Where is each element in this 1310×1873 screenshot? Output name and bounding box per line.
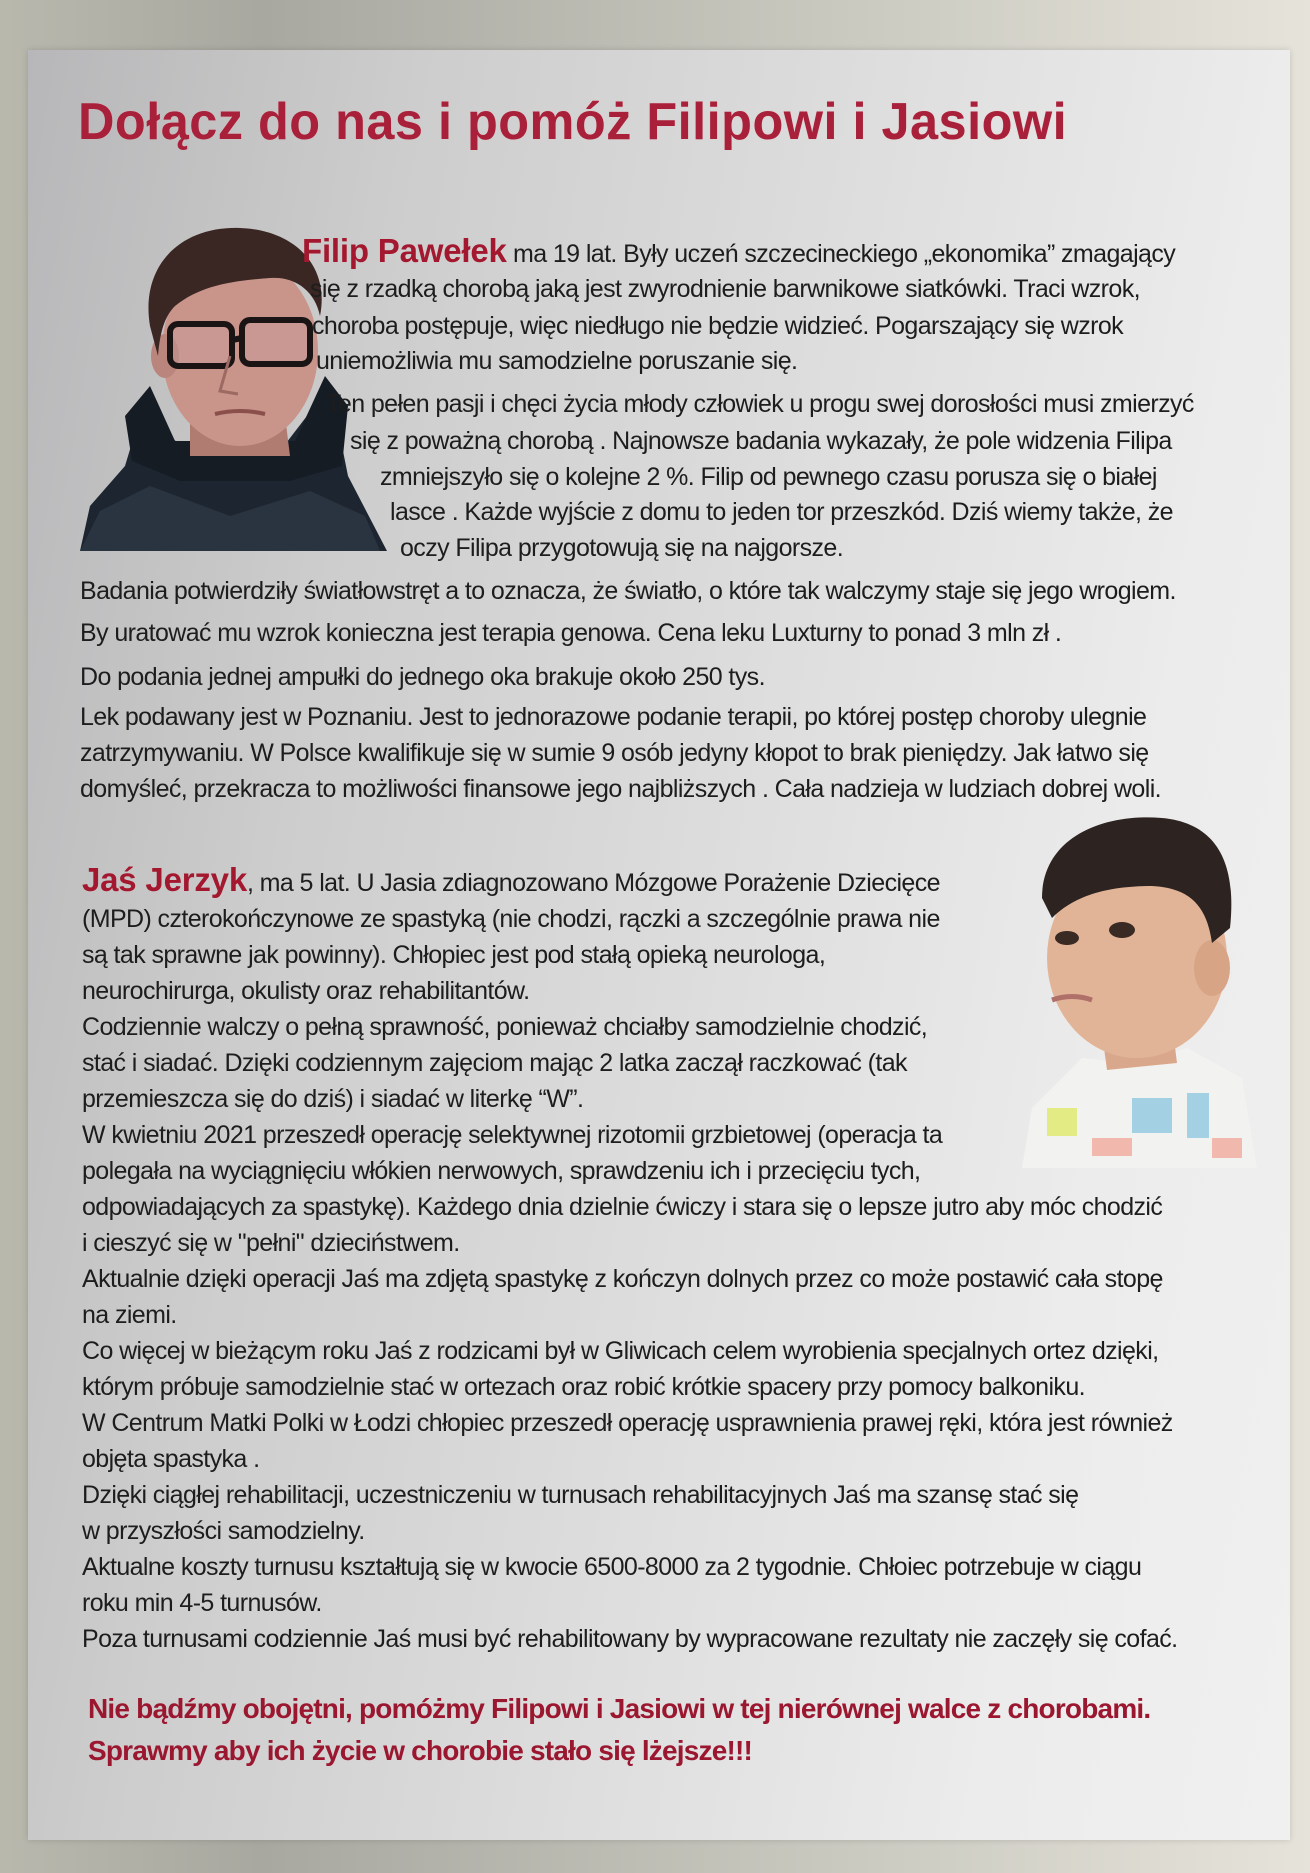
- filip-paragraph-6: [80, 699, 1161, 807]
- text-line: Co więcej w bieżącym roku Jaś z rodzicami był w Gliwicach celem wyrobienia specjalnych ortez dzięki,: [82, 1337, 1159, 1365]
- text-line: roku min 4-5 turnusów.: [82, 1589, 322, 1617]
- text-line: Badania potwierdziły światłowstręt a to oznacza, że światło, o które tak walczymy staje się jego wrogiem.: [80, 577, 1176, 605]
- cta-line-1: Nie bądźmy obojętni, pomóżmy Filipowi i Jasiowi w tej nierównej walce z chorobami.: [88, 1693, 1151, 1724]
- filip-paragraph-2: [350, 422, 1172, 460]
- filip-intro-cont: [316, 342, 1248, 380]
- jas-photo: [1012, 808, 1260, 1168]
- filip-intro-cont: [312, 307, 1248, 345]
- text-line: Aktualnie dzięki operacji Jaś ma zdjętą spastykę z kończyn dolnych przez co może postawić cała stopę: [82, 1265, 1163, 1293]
- text-line: Codziennie walczy o pełną sprawność, ponieważ chciałby samodzielnie chodzić,: [82, 1013, 928, 1041]
- text-line: na ziemi.: [82, 1301, 177, 1329]
- text-line: W kwietniu 2021 przeszedł operację selektywnej rizotomii grzbietowej (operacja ta: [82, 1121, 943, 1149]
- text-line: Dzięki ciągłej rehabilitacji, uczestniczeniu w turnusach rehabilitacyjnych Jaś ma szansę stać się: [82, 1481, 1079, 1509]
- filip-paragraph-3: [80, 572, 1176, 610]
- filip-paragraph-2: [400, 529, 843, 567]
- text-line: neurochirurga, okulisty oraz rehabilitantów.: [82, 977, 530, 1005]
- filip-intro: [302, 232, 1248, 273]
- text-line: zmniejszyło się o kolejne 2 %. Filip od pewnego czasu porusza się o białej: [380, 463, 1157, 491]
- text-line: , ma 5 lat. U Jasia zdiagnozowano Mózgowe Porażenie Dziecięce: [246, 869, 940, 897]
- text-line: się z rzadką chorobą jaką jest zwyrodnienie barwnikowe siatkówki. Traci wzrok,: [310, 275, 1140, 303]
- text-line: domyśleć, przekracza to możliwości finansowe jego najbliższych . Cała nadzieja w ludziach dobrej woli.: [80, 775, 1161, 803]
- text-line: stać i siadać. Dzięki codziennym zajęciom mając 2 latka zaczął raczkować (tak: [82, 1049, 907, 1077]
- text-line: W Centrum Matki Polki w Łodzi chłopiec przeszedł operację usprawnienia prawej ręki, która jest również: [82, 1409, 1173, 1437]
- call-to-action: [88, 1688, 1268, 1772]
- text-line: lasce . Każde wyjście z domu to jeden tor przeszkód. Dziś wiemy także, że: [390, 498, 1173, 526]
- filip-paragraph-4: [80, 614, 1061, 652]
- text-line: Poza turnusami codziennie Jaś musi być rehabilitowany by wypracowane rezultaty nie zaczęły się cofać.: [82, 1625, 1178, 1653]
- text-line: odpowiadających za spastykę). Każdego dnia dzielnie ćwiczy i stara się o lepsze jutro aby móc chodzić: [82, 1193, 1163, 1221]
- text-line: w przyszłości samodzielny.: [82, 1517, 365, 1545]
- text-line: przemieszcza się do dziś) i siadać w literkę “W”.: [82, 1085, 584, 1113]
- filip-intro-cont: [310, 270, 1248, 308]
- filip-paragraph-5: [80, 658, 765, 696]
- jas-name: Jaś Jerzyk: [82, 861, 247, 898]
- text-line: Do podania jednej ampułki do jednego oka brakuje około 250 tys.: [80, 663, 765, 691]
- text-line: którym próbuje samodzielnie stać w ortezach oraz robić krótkie spacery przy pomocy balkoniku.: [82, 1373, 1085, 1401]
- text-line: zatrzymywaniu. W Polsce kwalifikuje się w sumie 9 osób jedyny kłopot to brak pieniędzy. Jak łatwo się: [80, 739, 1149, 767]
- filip-name: Filip Pawełek: [302, 232, 507, 269]
- text-line: Ten pełen pasji i chęci życia młody człowiek u progu swej dorosłości musi zmierzyć: [326, 390, 1194, 418]
- text-line: choroba postępuje, więc niedługo nie będzie widzieć. Pogarszający się wzrok: [312, 312, 1124, 340]
- filip-paragraph-2: [326, 385, 1194, 423]
- text-line: By uratować mu wzrok konieczna jest terapia genowa. Cena leku Luxturny to ponad 3 mln zł .: [80, 619, 1062, 647]
- text-line: są tak sprawne jak powinny). Chłopiec jest pod stałą opieką neurologa,: [82, 941, 826, 969]
- jas-section: [82, 861, 1178, 1657]
- text-line: uniemożliwia mu samodzielne poruszanie się.: [316, 347, 798, 375]
- text-line: i cieszyć się w "pełni" dzieciństwem.: [82, 1229, 460, 1257]
- page-title: Dołącz do nas i pomóż Filipowi i Jasiowi: [78, 93, 1068, 151]
- filip-paragraph-2: [390, 493, 1173, 531]
- text-line: ma 19 lat. Były uczeń szczecineckiego „ekonomika” zmagający: [506, 240, 1176, 268]
- text-line: polegała na wyciągnięciu włókien nerwowych, sprawdzeniu ich i przecięciu tych,: [82, 1157, 921, 1185]
- text-line: oczy Filipa przygotowują się na najgorsze.: [400, 534, 844, 562]
- text-line: Aktualne koszty turnusu kształtują się w kwocie 6500-8000 za 2 tygodnie. Chłoiec potrzebuje w ciągu: [82, 1553, 1142, 1581]
- filip-paragraph-2: [380, 458, 1157, 496]
- text-line: Lek podawany jest w Poznaniu. Jest to jednorazowe podanie terapii, po której postęp choroby ulegnie: [80, 703, 1147, 731]
- cta-line-2: Sprawmy aby ich życie w chorobie stało się lżejsze!!!: [88, 1735, 753, 1766]
- text-line: się z poważną chorobą . Najnowsze badania wykazały, że pole widzenia Filipa: [350, 427, 1172, 455]
- text-line: objęta spastyka .: [82, 1445, 260, 1473]
- text-line: (MPD) czterokończynowe ze spastyką (nie chodzi, rączki a szczególnie prawa nie: [82, 905, 940, 933]
